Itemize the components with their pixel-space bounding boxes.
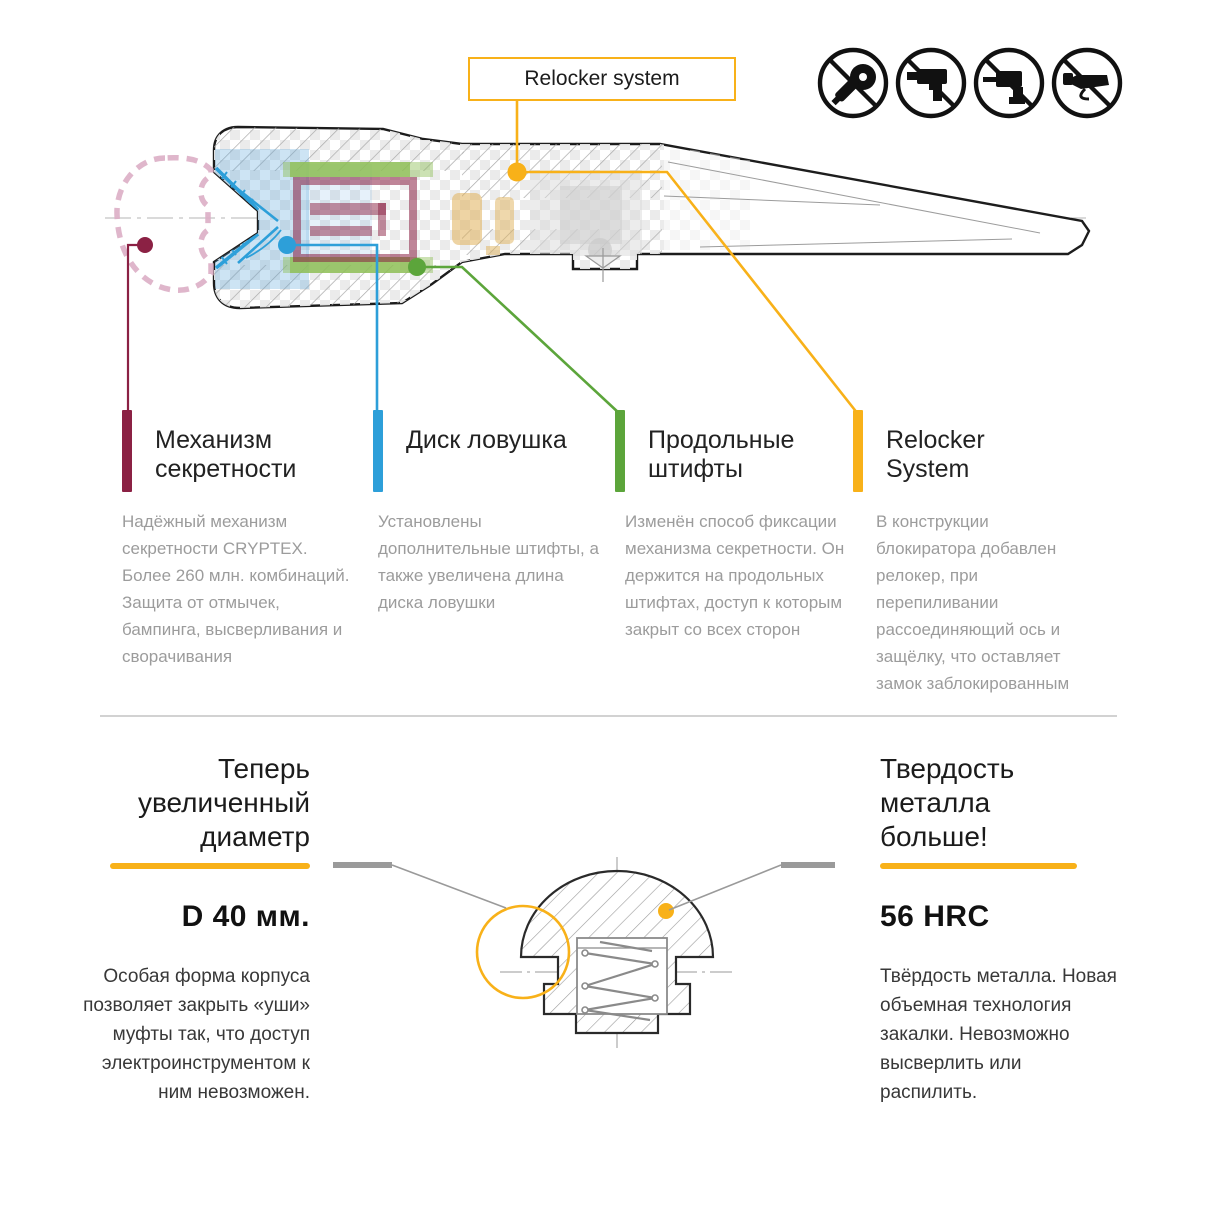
hardness-callout-dot [658,903,674,919]
rivet-cross-section-drawing [330,840,850,1085]
callout-title: Продольные штифты [648,426,795,483]
callout-title: Диск ловушка [406,426,567,454]
callout-color-bar [122,410,132,492]
key-silhouette-outline [117,158,211,291]
relocker-box-label: Relocker system [524,67,680,90]
feature-value: 56 HRC [880,900,990,933]
green-callout-dot [408,258,426,276]
callout-mechanism [122,410,360,670]
feature-body: Твёрдость металла. Новая объемная технология закалки. Невозможно высверлить или распилить. [880,966,1117,1103]
callout-body: В конструкции блокиратора добавлен релокер, при перепиливании рассоединяющий ось и защёлку, что оставляет замок заблокированным [876,512,1070,693]
tan-pin-1 [452,193,482,245]
section-divider [100,715,1117,717]
right-leader-bar [781,862,835,868]
blue-callout-dot [278,236,296,254]
right-leader-line [669,865,781,910]
tan-pin-2 [495,197,514,244]
callout-body: Установлены дополнительные штифты, а также увеличена длина диска ловушки [378,512,599,612]
callout-disc-trap [373,410,611,616]
spring-channel [577,938,667,1020]
prohibited-tools-icons [820,50,1120,116]
callout-longitudinal-pins [615,410,853,643]
callout-title: Механизм секретности [155,426,297,483]
no-drill-icon [898,50,964,116]
yellow-rule [110,863,310,869]
lock-body-internals [214,127,750,309]
feature-heading: Теперь увеличенный диаметр [137,753,310,852]
callout-color-bar [853,410,863,492]
callout-body: Надёжный механизм секретности CRYPTEX. Более 260 млн. комбинаций. Защита от отмычек, бампинга, высверливания и сворачивания [122,512,350,666]
feature-hardness [880,752,1120,1107]
no-hammer-drill-icon [976,50,1042,116]
callout-color-bar [615,410,625,492]
mechanism-bar-bottom [310,226,372,236]
feature-body: Особая форма корпуса позволяет закрыть «уши» муфты так, что доступ электроинструментом к ним невозможен. [83,966,310,1103]
callout-body: Изменён способ фиксации механизма секретности. Он держится на продольных штифтах, доступ к которым закрыт со всех сторон [625,512,845,639]
left-leader-bar [333,862,392,868]
mechanism-bar-top [310,203,386,215]
feature-diameter [70,752,310,1107]
no-angle-grinder-icon [1054,50,1120,116]
yellow-callout-dot [508,163,527,182]
left-leader-line [392,865,506,908]
yellow-rule [880,863,1077,869]
callout-title: Relocker System [886,426,985,483]
no-die-grinder-icon [820,50,886,116]
callout-color-bar [373,410,383,492]
feature-heading: Твердость металла больше! [880,753,1015,852]
feature-value: D 40 мм. [181,900,310,933]
maroon-callout-dot [137,237,153,253]
callout-relocker [853,410,1091,697]
green-connector [417,267,620,414]
relocker-system-label-box [468,57,736,101]
